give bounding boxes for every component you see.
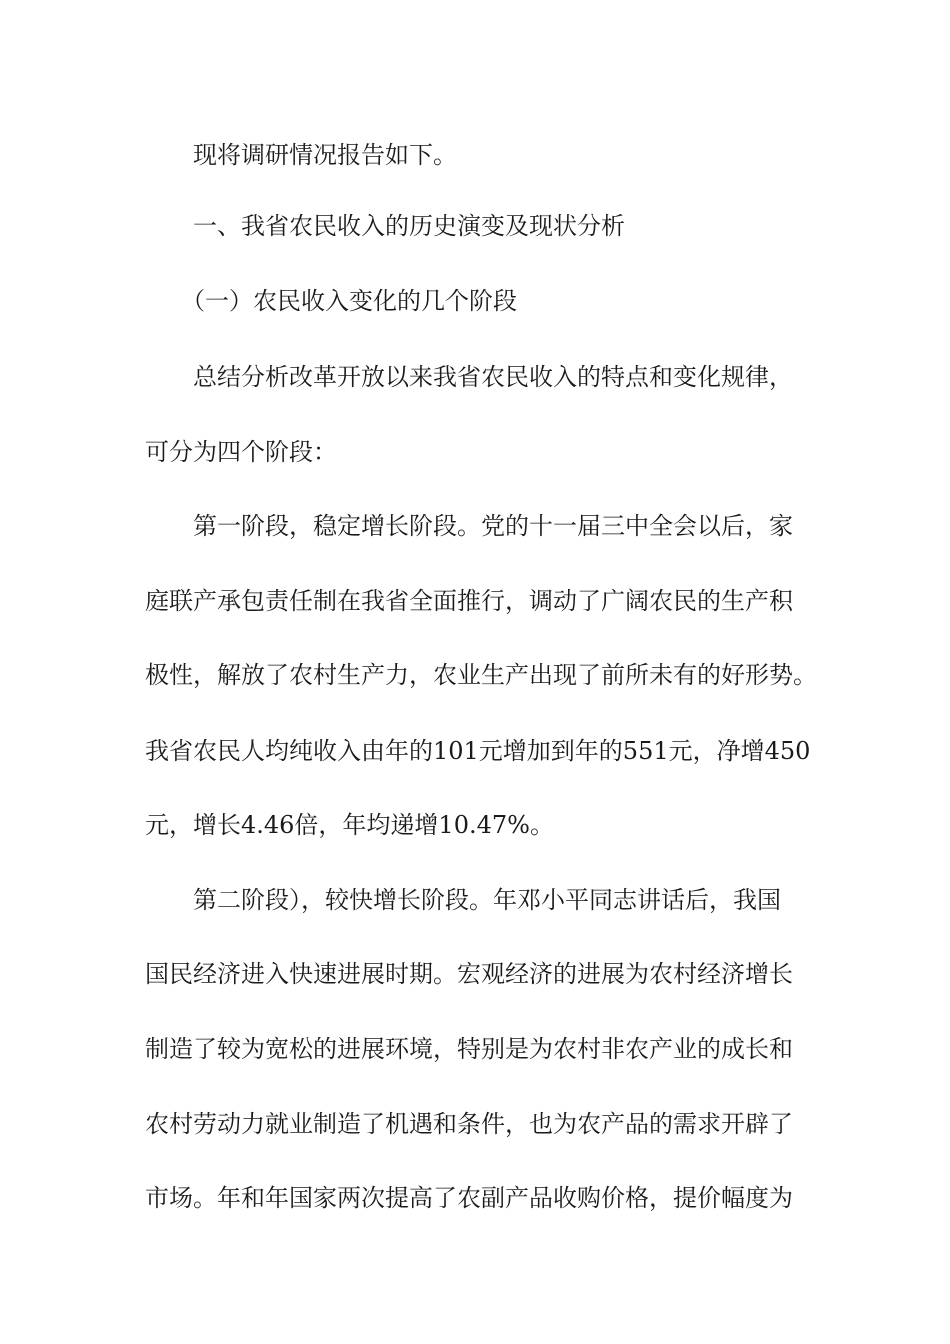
paragraph-stage1-line-4: 我省农民人均纯收入由年的101元增加到年的551元，净增450 [145, 737, 811, 765]
section-heading: 一、我省农民收入的历史演变及现状分析 [193, 212, 625, 240]
paragraph-summary-line-2: 可分为四个阶段： [145, 438, 337, 466]
paragraph-summary-line-1: 总结分析改革开放以来我省农民收入的特点和变化规律， [193, 363, 793, 391]
paragraph-stage2-line-5: 市场。年和年国家两次提高了农副产品收购价格，提价幅度为 [145, 1184, 793, 1212]
paragraph-stage2-line-2: 国民经济进入快速进展时期。宏观经济的进展为农村经济增长 [145, 960, 793, 988]
subsection-heading: （一）农民收入变化的几个阶段 [181, 287, 517, 315]
paragraph-stage1-line-1: 第一阶段，稳定增长阶段。党的十一届三中全会以后，家 [193, 512, 793, 540]
paragraph-stage2-line-3: 制造了较为宽松的进展环境，特别是为农村非农产业的成长和 [145, 1035, 793, 1063]
paragraph-stage1-line-5: 元，增长4.46倍，年均递增10.47%。 [145, 811, 554, 839]
paragraph-stage1-line-2: 庭联产承包责任制在我省全面推行，调动了广阔农民的生产积 [145, 587, 793, 615]
paragraph-stage1-line-3: 极性，解放了农村生产力，农业生产出现了前所未有的好形势。 [145, 661, 817, 689]
paragraph-intro: 现将调研情况报告如下。 [193, 141, 457, 169]
paragraph-stage2-line-1: 第二阶段），较快增长阶段。年邓小平同志讲话后，我国 [193, 886, 781, 914]
paragraph-stage2-line-4: 农村劳动力就业制造了机遇和条件，也为农产品的需求开辟了 [145, 1110, 793, 1138]
